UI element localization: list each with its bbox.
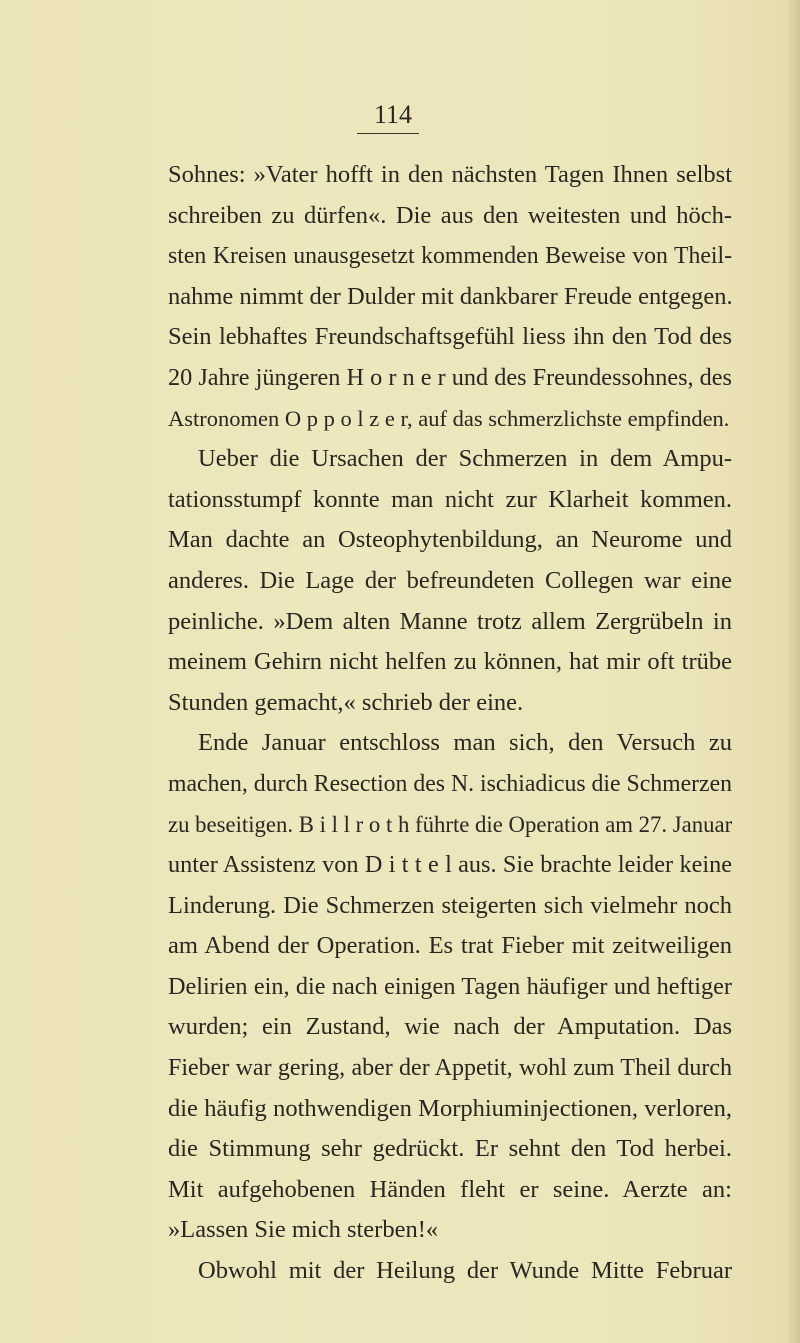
text-line: Astronomen O p p o l z e r, auf das schmerzlichste empfinden. (168, 405, 730, 431)
text-line: peinliche. »Dem alten Manne trotz allem Zergrübeln in (168, 607, 732, 635)
text-line: die Stimmung sehr gedrückt. Er sehnt den Tod herbei. (168, 1135, 732, 1163)
text-line: »Lassen Sie mich sterben!« (168, 1216, 439, 1244)
text-line: Ueber die Ursachen der Schmerzen in dem Ampu- (198, 445, 732, 473)
text-line: Fieber war gering, aber der Appetit, wohl zum Theil durch (168, 1055, 732, 1082)
text-line: wurden; ein Zustand, wie nach der Amputation. Das (168, 1013, 732, 1041)
text-line: Man dachte an Osteophytenbildung, an Neurome und (168, 526, 732, 554)
text-line: Sohnes: »Vater hofft in den nächsten Tagen Ihnen selbst (168, 161, 732, 188)
text-line: meinem Gehirn nicht helfen zu können, hat mir oft trübe (168, 648, 732, 676)
text-line: Obwohl mit der Heilung der Wunde Mitte Februar (198, 1257, 732, 1285)
text-line: 20 Jahre jüngeren H o r n e r und des Freundessohnes, des (168, 363, 732, 391)
page-number: 114 (373, 100, 413, 129)
text-line: machen, durch Resection des N. ischiadicus die Schmerzen (168, 770, 732, 797)
text-line: Mit aufgehobenen Händen fleht er seine. Aerzte an: (168, 1175, 732, 1203)
text-line: Linderung. Die Schmerzen steigerten sich vielmehr noch (168, 891, 732, 919)
text-line: tationsstumpf konnte man nicht zur Klarheit kommen. (168, 485, 732, 513)
text-line: sten Kreisen unausgesetzt kommenden Beweise von Theil- (168, 243, 732, 270)
body-text (168, 155, 732, 1292)
text-line: Stunden gemacht,« schrieb der eine. (168, 688, 524, 716)
text-line: nahme nimmt der Dulder mit dankbarer Freude entgegen. (168, 282, 733, 310)
text-line: Ende Januar entschloss man sich, den Versuch zu (198, 729, 732, 757)
page-number-rule (357, 133, 419, 134)
text-line: am Abend der Operation. Es trat Fieber mit zeitweiligen (168, 932, 732, 960)
text-line: die häufig nothwendigen Morphiuminjectionen, verloren, (168, 1094, 732, 1122)
text-line: unter Assistenz von D i t t e l aus. Sie brachte leider keine (168, 851, 732, 879)
text-line: Sein lebhaftes Freundschaftsgefühl liess ihn den Tod des (168, 323, 732, 351)
text-line: schreiben zu dürfen«. Die aus den weitesten und höch- (168, 201, 732, 229)
text-line: anderes. Die Lage der befreundeten Collegen war eine (168, 566, 732, 594)
text-line: zu beseitigen. B i l l r o t h führte die Operation am 27. Januar (168, 811, 733, 837)
text-line: Delirien ein, die nach einigen Tagen häufiger und heftiger (168, 972, 732, 1000)
page-edge-shadow (786, 0, 800, 1343)
